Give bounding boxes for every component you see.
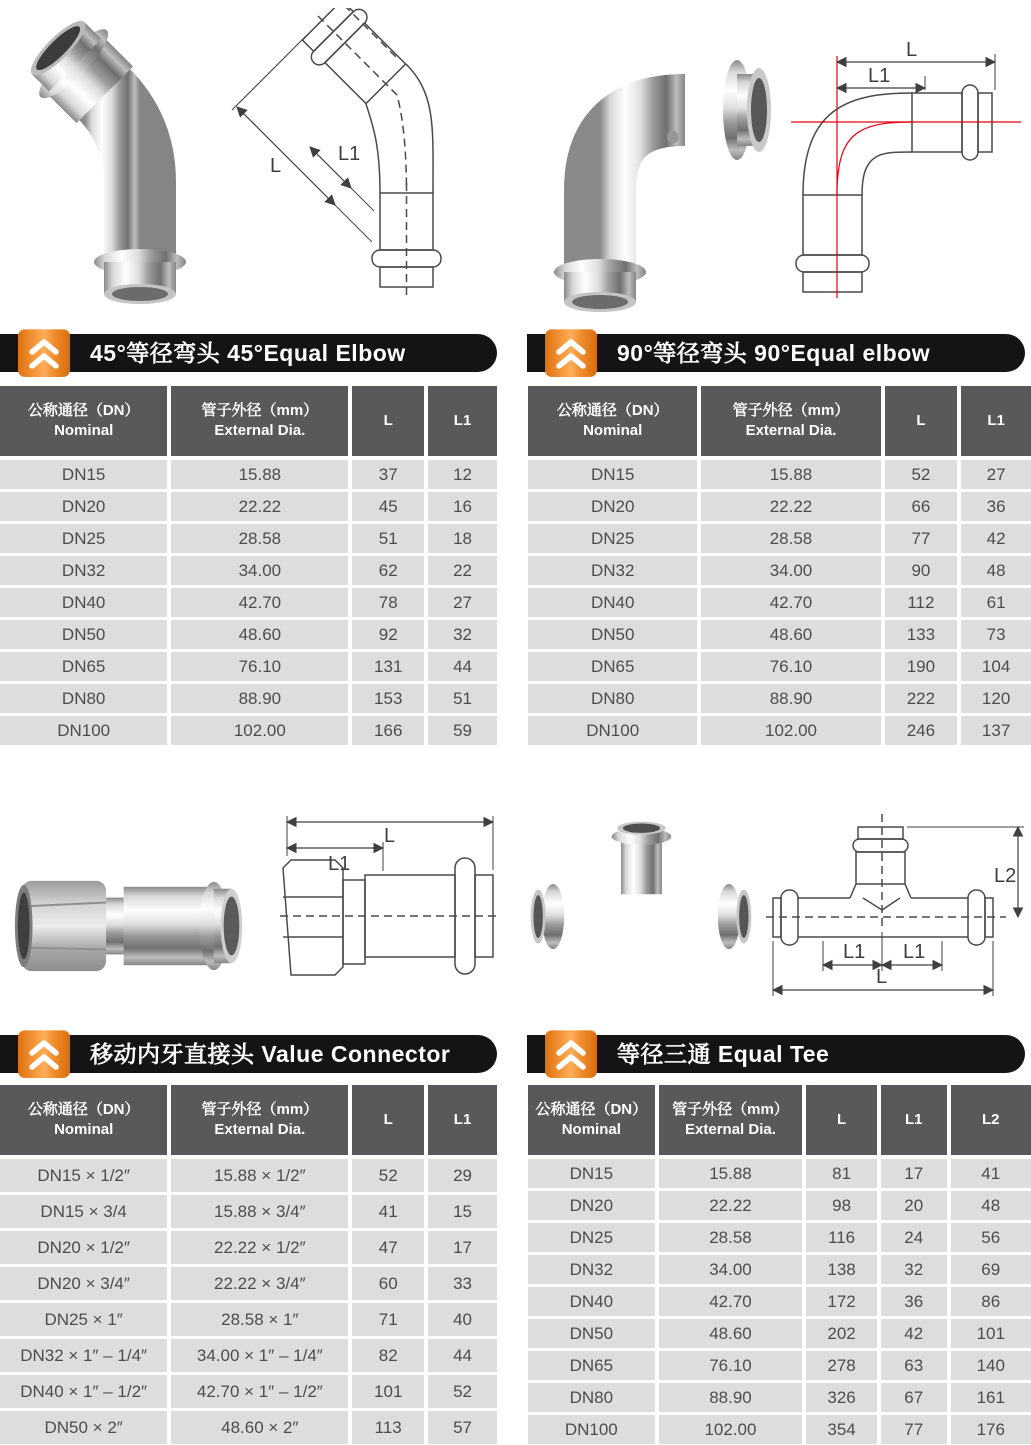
table-cell: 52	[352, 1159, 428, 1195]
tee-drawing	[766, 806, 1028, 1006]
table-cell: DN25	[528, 524, 701, 556]
table-row	[0, 1411, 497, 1444]
svg-text:L1: L1	[868, 65, 891, 87]
table-cell: 98	[806, 1191, 881, 1223]
table-row	[0, 1159, 497, 1195]
table-cell: 44	[428, 652, 497, 684]
table-cell: 90	[885, 556, 962, 588]
table-row	[0, 684, 497, 716]
table-row	[528, 588, 1031, 620]
table-row	[528, 524, 1031, 556]
column-header: L	[352, 1085, 428, 1159]
table-cell: DN32	[528, 1255, 659, 1287]
table-row	[0, 588, 497, 620]
table-cell: 52	[428, 1375, 497, 1411]
table-cell: 17	[428, 1231, 497, 1267]
table-cell: DN100	[0, 716, 171, 745]
table-row	[528, 1415, 1031, 1444]
svg-text:L: L	[876, 966, 888, 988]
table-cell: 22.22	[659, 1191, 807, 1223]
table-cell: DN32	[0, 556, 171, 588]
table-cell: DN80	[528, 684, 701, 716]
table-cell: 41	[352, 1195, 428, 1231]
table-row	[0, 716, 497, 745]
table-cell: DN40	[528, 1287, 659, 1319]
table-cell: 61	[961, 588, 1031, 620]
section-title: 移动内牙直接头 Value Connector	[90, 1041, 451, 1067]
table-cell: 102.00	[171, 716, 352, 745]
table-cell: 222	[885, 684, 962, 716]
elbow45-photo	[25, 12, 210, 312]
table-cell: 88.90	[171, 684, 352, 716]
column-header: 管子外径（mm） External Dia.	[701, 386, 884, 460]
table-cell: 15	[428, 1195, 497, 1231]
table-cell: 66	[885, 492, 962, 524]
table-cell: 32	[428, 620, 497, 652]
column-header: L1	[881, 1085, 951, 1159]
table-cell: 140	[951, 1351, 1031, 1383]
chevron-up-icon	[18, 1030, 70, 1078]
table-cell: 42.70	[171, 588, 352, 620]
connector-photo	[10, 850, 255, 1002]
table-cell: DN65	[528, 652, 701, 684]
table-cell: 27	[428, 588, 497, 620]
table-cell: 42	[881, 1319, 951, 1351]
table-cell: 22	[428, 556, 497, 588]
table-cell: DN32 × 1″ – 1/4″	[0, 1339, 171, 1375]
table-cell: DN80	[0, 684, 171, 716]
table-cell: 41	[951, 1159, 1031, 1191]
table-cell: DN50	[528, 620, 701, 652]
table-cell: 15.88	[171, 460, 352, 492]
chevron-up-icon	[18, 329, 70, 377]
table-row	[0, 556, 497, 588]
section-title: 等径三通 Equal Tee	[617, 1041, 830, 1067]
table-cell: 82	[352, 1339, 428, 1375]
table-cell: DN80	[528, 1383, 659, 1415]
elbow90-photo	[545, 25, 775, 317]
table-cell: 112	[885, 588, 962, 620]
table-cell: 101	[352, 1375, 428, 1411]
tee-photo	[527, 816, 755, 952]
column-header: L	[885, 386, 962, 460]
table-cell: 116	[806, 1223, 881, 1255]
table-cell: 113	[352, 1411, 428, 1444]
table-row	[0, 652, 497, 684]
table-cell: 33	[428, 1267, 497, 1303]
header-row	[0, 1085, 497, 1159]
table-cell: 78	[352, 588, 428, 620]
table-row	[0, 492, 497, 524]
svg-text:L1: L1	[328, 853, 351, 875]
connector-drawing	[280, 812, 500, 990]
table-cell: 42.70	[659, 1287, 807, 1319]
table-cell: 63	[881, 1351, 951, 1383]
table-cell: DN20	[528, 1191, 659, 1223]
table-cell: 69	[951, 1255, 1031, 1287]
table-row	[528, 1255, 1031, 1287]
table-cell: 48.60 × 2″	[171, 1411, 352, 1444]
column-header: 公称通径（DN） Nominal	[528, 386, 701, 460]
table-cell: 34.00	[171, 556, 352, 588]
table-cell: DN15 × 1/2″	[0, 1159, 171, 1195]
table-cell: 71	[352, 1303, 428, 1339]
table-cell: DN40	[528, 588, 701, 620]
svg-text:L: L	[270, 155, 282, 177]
table-cell: 24	[881, 1223, 951, 1255]
column-header: L1	[428, 386, 497, 460]
table-cell: 15.88 × 1/2″	[171, 1159, 352, 1195]
table-row	[528, 492, 1031, 524]
table-cell: 62	[352, 556, 428, 588]
table-row	[528, 652, 1031, 684]
header-row	[528, 1085, 1031, 1159]
table-cell: 22.22	[171, 492, 352, 524]
banner-tee	[527, 1035, 1025, 1073]
table-row	[528, 684, 1031, 716]
table-cell: 32	[881, 1255, 951, 1287]
table-cell: 42.70 × 1″ – 1/2″	[171, 1375, 352, 1411]
table-cell: DN20 × 3/4″	[0, 1267, 171, 1303]
table-cell: DN32	[528, 556, 701, 588]
table-cell: DN40 × 1″ – 1/2″	[0, 1375, 171, 1411]
table-row	[528, 460, 1031, 492]
table-cell: DN50	[528, 1319, 659, 1351]
table-cell: 40	[428, 1303, 497, 1339]
column-header: L	[352, 386, 428, 460]
column-header: 公称通径（DN） Nominal	[0, 386, 171, 460]
column-header: L2	[951, 1085, 1031, 1159]
elbow45-drawing	[222, 8, 507, 308]
table-cell: 44	[428, 1339, 497, 1375]
table-cell: DN50	[0, 620, 171, 652]
table-cell: 76.10	[171, 652, 352, 684]
table-cell: 104	[961, 652, 1031, 684]
connector-table	[0, 1085, 497, 1444]
table-cell: 73	[961, 620, 1031, 652]
table-cell: 60	[352, 1267, 428, 1303]
svg-text:L2: L2	[994, 865, 1017, 887]
table-cell: 102.00	[659, 1415, 807, 1444]
table-cell: DN15	[0, 460, 171, 492]
table-cell: DN100	[528, 716, 701, 745]
table-cell: DN100	[528, 1415, 659, 1444]
table-cell: DN25	[0, 524, 171, 556]
table-cell: 76.10	[659, 1351, 807, 1383]
column-header: 管子外径（mm） External Dia.	[171, 386, 352, 460]
table-row	[0, 1339, 497, 1375]
svg-text:L1: L1	[338, 143, 361, 165]
table-cell: 12	[428, 460, 497, 492]
table-cell: 48.60	[171, 620, 352, 652]
table-row	[0, 1303, 497, 1339]
table-cell: 120	[961, 684, 1031, 716]
header-row	[0, 386, 497, 460]
table-cell: 51	[428, 684, 497, 716]
table-cell: 48.60	[701, 620, 884, 652]
table-cell: 172	[806, 1287, 881, 1319]
table-row	[0, 524, 497, 556]
tee-table	[528, 1085, 1031, 1444]
table-row	[528, 1383, 1031, 1415]
table-cell: 45	[352, 492, 428, 524]
table-row	[0, 1231, 497, 1267]
table-cell: 29	[428, 1159, 497, 1195]
table-cell: DN25 × 1″	[0, 1303, 171, 1339]
table-cell: 153	[352, 684, 428, 716]
table-cell: 48.60	[659, 1319, 807, 1351]
table-cell: 20	[881, 1191, 951, 1223]
table-cell: 34.00	[659, 1255, 807, 1287]
table-cell: 101	[951, 1319, 1031, 1351]
table-cell: 77	[881, 1415, 951, 1444]
table-cell: 34.00	[701, 556, 884, 588]
table-cell: 202	[806, 1319, 881, 1351]
table-row	[528, 716, 1031, 745]
table-cell: 51	[352, 524, 428, 556]
table-cell: 28.58	[701, 524, 884, 556]
svg-text:L: L	[906, 39, 918, 61]
column-header: 公称通径（DN） Nominal	[0, 1085, 171, 1159]
table-cell: DN65	[528, 1351, 659, 1383]
table-cell: 37	[352, 460, 428, 492]
table-cell: 81	[806, 1159, 881, 1191]
section-title: 45°等径弯头 45°Equal Elbow	[90, 340, 406, 366]
table-cell: 86	[951, 1287, 1031, 1319]
table-cell: 22.22 × 3/4″	[171, 1267, 352, 1303]
table-cell: DN40	[0, 588, 171, 620]
table-cell: 88.90	[701, 684, 884, 716]
table-row	[0, 620, 497, 652]
table-cell: 133	[885, 620, 962, 652]
table-cell: 34.00 × 1″ – 1/4″	[171, 1339, 352, 1375]
table-cell: 137	[961, 716, 1031, 745]
section-title: 90°等径弯头 90°Equal elbow	[617, 340, 931, 366]
elbow90-table	[528, 386, 1031, 745]
table-row	[528, 1287, 1031, 1319]
table-cell: 138	[806, 1255, 881, 1287]
table-cell: 48	[951, 1191, 1031, 1223]
table-row	[0, 1375, 497, 1411]
table-cell: 176	[951, 1415, 1031, 1444]
table-cell: 16	[428, 492, 497, 524]
table-cell: 246	[885, 716, 962, 745]
column-header: 管子外径（mm） External Dia.	[659, 1085, 807, 1159]
table-cell: 52	[885, 460, 962, 492]
column-header: 管子外径（mm） External Dia.	[171, 1085, 352, 1159]
table-row	[528, 1319, 1031, 1351]
column-header: L	[806, 1085, 881, 1159]
table-row	[0, 1267, 497, 1303]
table-cell: DN20 × 1/2″	[0, 1231, 171, 1267]
table-row	[0, 1195, 497, 1231]
table-cell: DN50 × 2″	[0, 1411, 171, 1444]
table-cell: 278	[806, 1351, 881, 1383]
table-cell: 42.70	[701, 588, 884, 620]
column-header: L1	[428, 1085, 497, 1159]
banner-elbow90	[527, 334, 1025, 372]
table-cell: DN15	[528, 1159, 659, 1191]
table-cell: DN20	[0, 492, 171, 524]
table-cell: 28.58	[171, 524, 352, 556]
table-cell: DN25	[528, 1223, 659, 1255]
table-cell: 131	[352, 652, 428, 684]
table-row	[528, 1159, 1031, 1191]
table-cell: 22.22 × 1/2″	[171, 1231, 352, 1267]
svg-text:L1: L1	[903, 941, 926, 963]
table-cell: 22.22	[701, 492, 884, 524]
table-cell: 28.58	[659, 1223, 807, 1255]
table-row	[528, 1351, 1031, 1383]
table-cell: 17	[881, 1159, 951, 1191]
table-cell: 56	[951, 1223, 1031, 1255]
table-cell: 15.88 × 3/4″	[171, 1195, 352, 1231]
chevron-up-icon	[545, 1030, 597, 1078]
table-cell: 354	[806, 1415, 881, 1444]
header-row	[528, 386, 1031, 460]
table-cell: 67	[881, 1383, 951, 1415]
table-cell: 326	[806, 1383, 881, 1415]
svg-text:L1: L1	[843, 941, 866, 963]
table-cell: 15.88	[701, 460, 884, 492]
table-row	[528, 620, 1031, 652]
table-cell: 92	[352, 620, 428, 652]
table-cell: 57	[428, 1411, 497, 1444]
table-cell: DN15	[528, 460, 701, 492]
elbow90-drawing	[786, 30, 1026, 300]
chevron-up-icon	[545, 329, 597, 377]
table-cell: 166	[352, 716, 428, 745]
table-cell: 76.10	[701, 652, 884, 684]
table-cell: 42	[961, 524, 1031, 556]
table-cell: 77	[885, 524, 962, 556]
table-row	[528, 556, 1031, 588]
table-cell: 27	[961, 460, 1031, 492]
column-header: L1	[961, 386, 1031, 460]
table-cell: 59	[428, 716, 497, 745]
table-cell: 36	[881, 1287, 951, 1319]
table-cell: 88.90	[659, 1383, 807, 1415]
table-cell: 28.58 × 1″	[171, 1303, 352, 1339]
table-cell: 18	[428, 524, 497, 556]
table-cell: 15.88	[659, 1159, 807, 1191]
table-cell: 190	[885, 652, 962, 684]
table-row	[528, 1223, 1031, 1255]
table-cell: 47	[352, 1231, 428, 1267]
svg-text:L: L	[384, 825, 396, 847]
banner-connector	[0, 1035, 497, 1073]
elbow45-table	[0, 386, 497, 745]
table-cell: DN20	[528, 492, 701, 524]
banner-elbow45	[0, 334, 497, 372]
table-row	[0, 460, 497, 492]
column-header: 公称通径（DN） Nominal	[528, 1085, 659, 1159]
table-cell: 48	[961, 556, 1031, 588]
table-cell: 36	[961, 492, 1031, 524]
table-row	[528, 1191, 1031, 1223]
table-cell: 102.00	[701, 716, 884, 745]
table-cell: 161	[951, 1383, 1031, 1415]
table-cell: DN15 × 3/4	[0, 1195, 171, 1231]
table-cell: DN65	[0, 652, 171, 684]
